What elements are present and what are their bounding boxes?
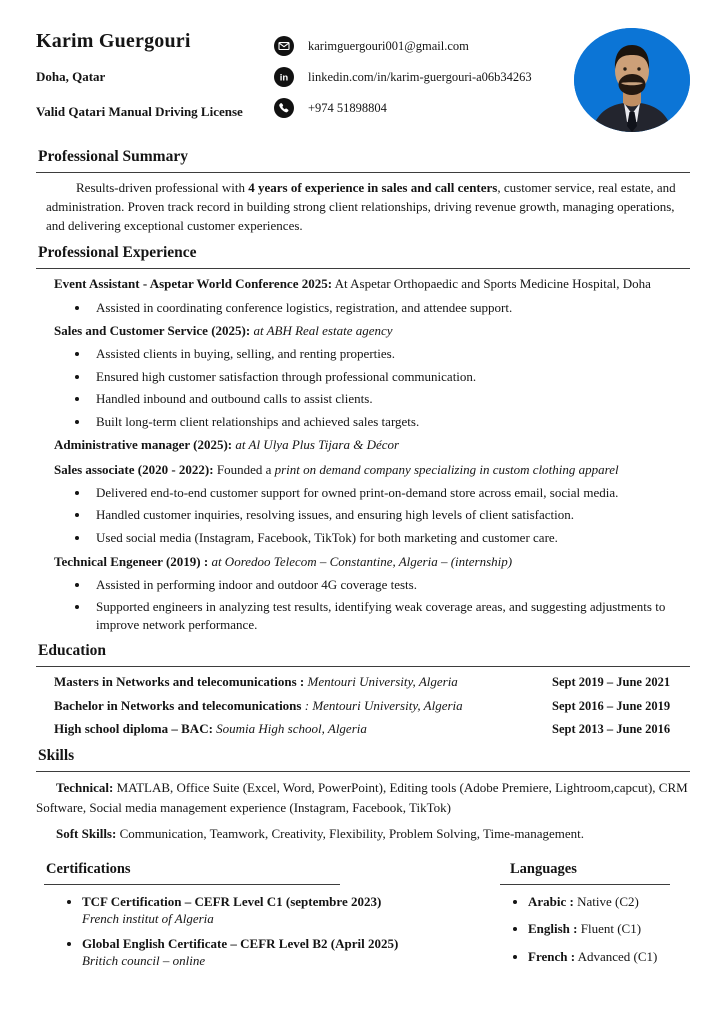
section-certifications: [36, 852, 476, 977]
certifications-divider: [44, 884, 340, 885]
experience-list: [36, 275, 690, 633]
text-segment: Soft Skills:: [56, 826, 117, 842]
language-item: [528, 893, 690, 911]
text-segment: at ABH Real estate agency: [250, 323, 393, 339]
education-heading: [36, 720, 552, 738]
languages-section-title: Languages: [510, 861, 577, 878]
education-heading: [36, 697, 552, 715]
text-segment: French :: [528, 948, 576, 964]
text-segment: Arabic :: [528, 893, 574, 909]
text-segment: : Mentouri University, Algeria: [301, 697, 463, 713]
experience-divider: [36, 268, 690, 269]
experience-bullet: • Handled inbound and outbound calls to assist clients.: [90, 390, 690, 408]
email-text: karimguergouri001@gmail.com: [308, 38, 469, 53]
education-row: [36, 673, 690, 691]
text-segment: at Ooredoo Telecom – Constantine, Algeria – (internship): [208, 553, 513, 569]
text-segment: Event Assistant - Aspetar World Conference 2025:: [54, 276, 333, 292]
languages-divider: [500, 884, 670, 885]
text-segment: Communication, Teamwork, Creativity, Flexibility, Problem Solving, Time-management.: [116, 826, 584, 842]
header: [36, 26, 690, 139]
experience-bullet: • Handled customer inquiries, resolving issues, and ensuring high levels of client satisfaction.: [90, 506, 690, 524]
certification-title: • Global English Certificate – CEFR Level B2 (April 2025): [82, 935, 399, 951]
text-segment: Founded a: [213, 461, 275, 477]
languages-list: [500, 893, 690, 966]
certification-item: [82, 935, 476, 970]
language-item: [528, 920, 690, 938]
education-dates: Sept 2019 – June 2021: [552, 675, 671, 690]
summary-section-title: Professional Summary: [38, 148, 188, 165]
experience-heading: [54, 322, 690, 340]
experience-bullet-list: [54, 484, 690, 547]
experience-bullet-list: [54, 299, 690, 317]
text-segment: Administrative manager (2025):: [54, 437, 233, 453]
section-languages: [476, 852, 690, 977]
profile-photo: [574, 28, 690, 132]
svg-text:in: in: [279, 72, 289, 84]
section-experience: [36, 243, 690, 633]
experience-bullet: • Delivered end-to-end customer support for owned print-on-demand store across email, social media.: [90, 484, 690, 502]
person-name: Karim Guergouri: [36, 30, 191, 52]
skills-section-title: Skills: [38, 746, 75, 764]
linkedin-icon: [274, 67, 294, 87]
experience-bullet: • Used social media (Instagram, Facebook, TikTok) for both marketing and customer care.: [90, 529, 690, 547]
text-segment: Sales and Customer Service (2025):: [54, 323, 251, 339]
certification-title: • TCF Certification – CEFR Level C1 (septembre 2023): [82, 893, 382, 909]
certification-subtitle: French institut of Algeria: [82, 911, 214, 927]
text-segment: At Aspetar Orthopaedic and Sports Medicine Hospital, Doha: [332, 276, 651, 292]
certifications-section-title: Certifications: [46, 861, 131, 878]
text-segment: 4 years of experience in sales and call centers: [248, 179, 498, 195]
contact-row-linkedin: [274, 67, 574, 87]
text-segment: print on demand company specializing in custom clothing apparel: [274, 461, 619, 477]
experience-entry: [54, 275, 690, 316]
location-text: Doha, Qatar: [36, 69, 106, 84]
text-segment: Soumia High school, Algeria: [212, 721, 367, 737]
experience-bullet: • Ensured high customer satisfaction through professional communication.: [90, 368, 690, 386]
skills-list: [36, 778, 690, 844]
education-dates: Sept 2016 – June 2019: [552, 698, 671, 713]
section-education: [36, 641, 690, 738]
experience-section-title: Professional Experience: [38, 244, 197, 262]
text-segment: Fluent (C1): [577, 921, 642, 937]
linkedin-text: linkedin.com/in/karim-guergouri-a06b34263: [308, 69, 532, 84]
summary-divider: [36, 172, 690, 173]
skills-line: [36, 778, 690, 818]
experience-bullet: • Supported engineers in analyzing test results, identifying weak coverage areas, and suggesting adjustments to improve network performance.: [90, 598, 690, 633]
contact-row-email: [274, 36, 574, 56]
text-segment: Technical Engeneer (2019) :: [54, 553, 209, 569]
experience-bullet: • Built long-term client relationships and achieved sales targets.: [90, 413, 690, 431]
text-segment: Results-driven professional with: [76, 179, 249, 195]
contact-row-phone: [274, 98, 574, 118]
experience-bullet-list: [54, 576, 690, 634]
email-icon: [274, 36, 294, 56]
experience-entry: [54, 322, 690, 430]
text-segment: Technical:: [56, 779, 114, 795]
experience-bullet: • Assisted in coordinating conference logistics, registration, and attendee support.: [90, 299, 690, 317]
contact-block: [274, 26, 574, 129]
section-summary: [36, 147, 690, 235]
skills-line: [36, 824, 690, 844]
bottom-columns: [36, 852, 690, 977]
identity-block: [36, 26, 274, 139]
experience-heading: [54, 461, 690, 479]
experience-heading: [54, 436, 690, 454]
education-list: [36, 673, 690, 738]
education-divider: [36, 666, 690, 667]
experience-entry: [54, 461, 690, 547]
text-segment: Bachelor in Networks and telecomunications: [54, 697, 302, 713]
skills-divider: [36, 771, 690, 772]
education-dates: Sept 2013 – June 2016: [552, 722, 671, 737]
experience-heading: [54, 553, 690, 571]
experience-entry: [54, 436, 690, 454]
experience-bullet-list: [54, 345, 690, 430]
education-heading: [36, 673, 552, 691]
text-segment: Masters in Networks and telecomunications :: [54, 674, 305, 690]
phone-icon: [274, 98, 294, 118]
experience-bullet: • Assisted in performing indoor and outdoor 4G coverage tests.: [90, 576, 690, 594]
summary-text: [46, 179, 684, 236]
text-segment: , customer service, real estate, and administration. Proven track record in building strong client relationships, driving revenue growth, managing operations, and delivering exceptional customer experiences.: [46, 179, 676, 233]
certification-subtitle: Britich council – online: [82, 953, 206, 969]
experience-heading: [54, 275, 690, 293]
education-section-title: Education: [38, 642, 107, 660]
text-segment: Mentouri University, Algeria: [304, 674, 458, 690]
license-text: Valid Qatari Manual Driving License: [36, 104, 243, 119]
text-segment: High school diploma – BAC:: [54, 721, 213, 737]
certifications-list: [36, 893, 476, 970]
text-segment: Sales associate (2020 - 2022):: [54, 461, 214, 477]
education-row: [36, 720, 690, 738]
text-segment: MATLAB, Office Suite (Excel, Word, PowerPoint), Editing tools (Adobe Premiere, Lightroom,capcut), CRM Software, Social media management experience (Instagram, Facebook, TikTok): [36, 779, 688, 815]
text-segment: Advanced (C1): [575, 948, 658, 964]
text-segment: Native (C2): [573, 893, 639, 909]
text-segment: at Al Ulya Plus Tijara & Décor: [232, 437, 400, 453]
education-row: [36, 697, 690, 715]
language-item: [528, 948, 690, 966]
profile-photo-illustration: [574, 28, 690, 132]
certification-item: [82, 893, 476, 928]
text-segment: English :: [528, 921, 578, 937]
section-skills: [36, 746, 690, 844]
experience-entry: [54, 553, 690, 634]
phone-text: +974 51898804: [308, 100, 387, 115]
experience-bullet: • Assisted clients in buying, selling, and renting properties.: [90, 345, 690, 363]
